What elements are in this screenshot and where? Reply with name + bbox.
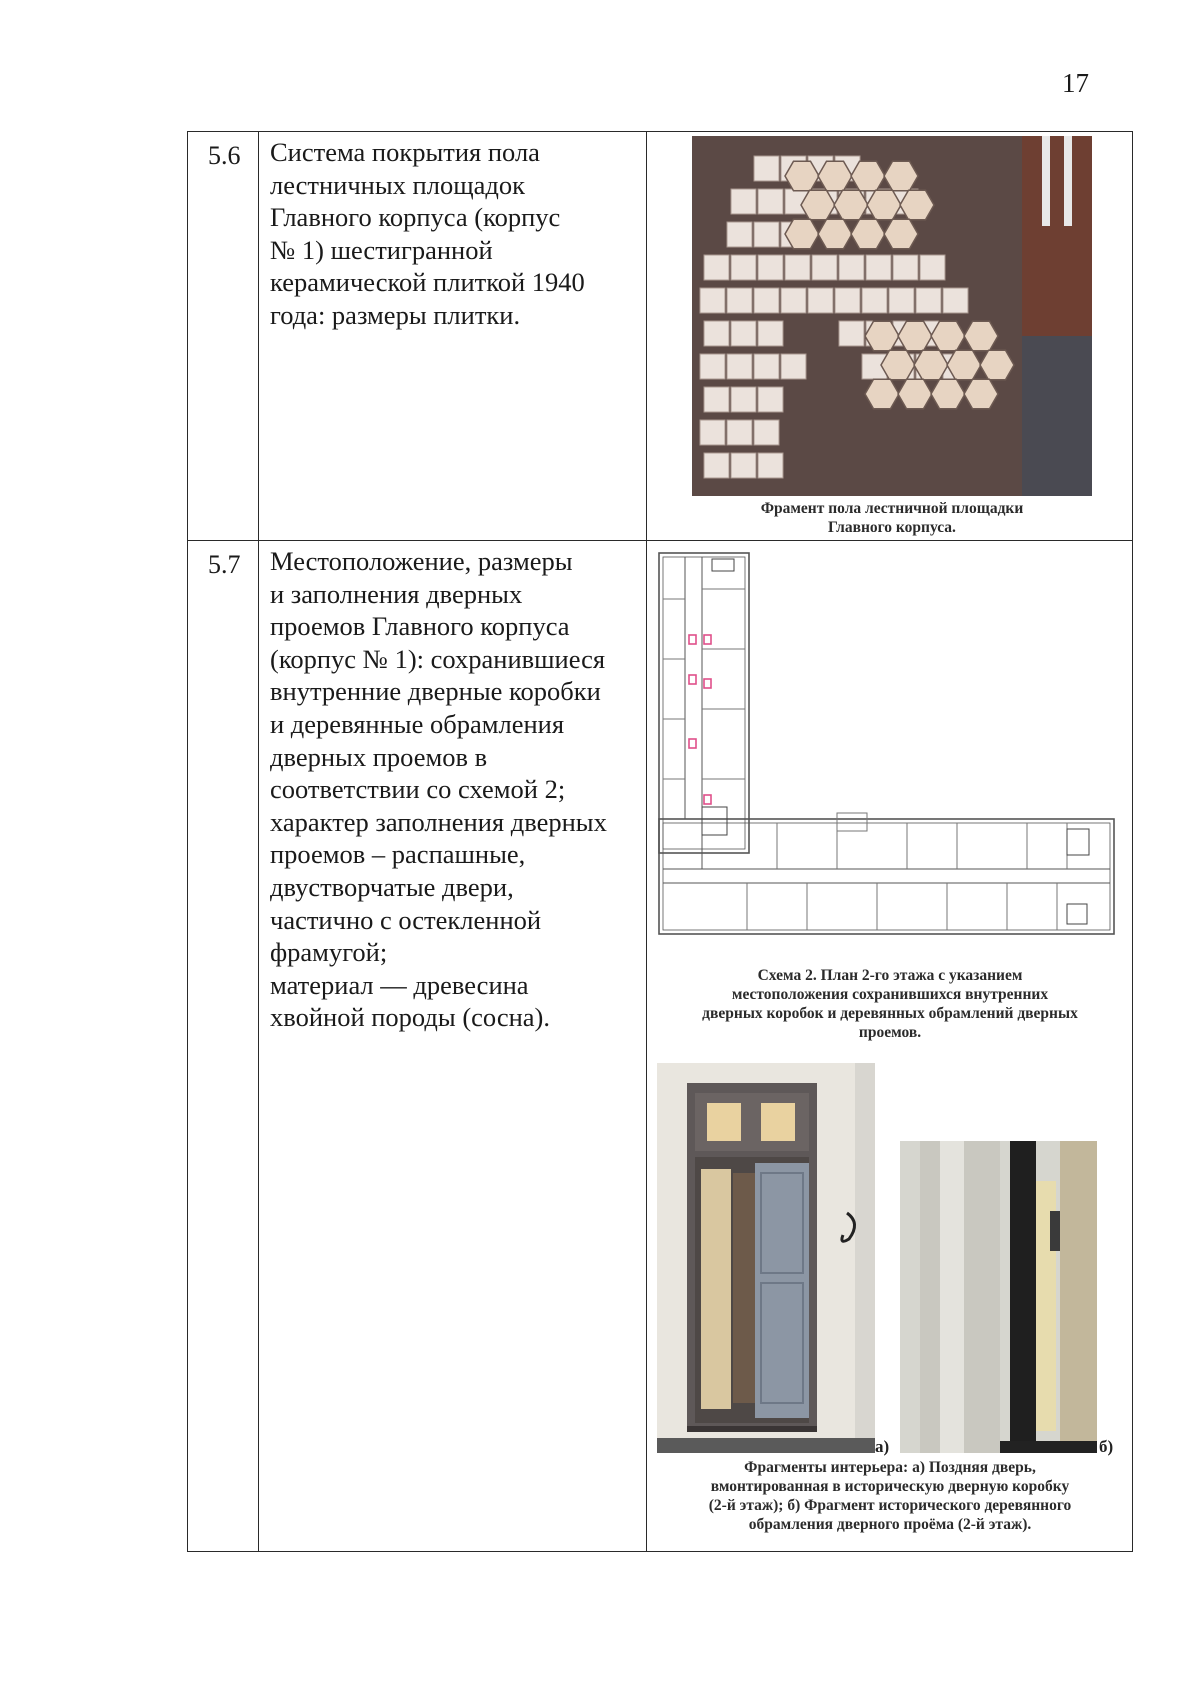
floor-tile: [754, 420, 779, 445]
floor-tile: [781, 354, 806, 379]
hex-tile: [818, 219, 852, 248]
text-line: частично с остекленной: [270, 904, 542, 935]
floor-tile: [916, 288, 941, 313]
hex-tile: [900, 190, 934, 219]
floor-tile: [754, 156, 779, 181]
hex-tile: [834, 190, 868, 219]
hex-tile: [865, 379, 899, 408]
caption-line: вмонтированная в историческую дверную коробку: [710, 1478, 1070, 1495]
floor-tile: [754, 222, 779, 247]
hex-tile: [884, 219, 918, 248]
floor-tile: [727, 354, 752, 379]
floor-tile: [731, 453, 756, 478]
requirements-table: [187, 131, 1133, 1552]
floor-tile: [758, 255, 783, 280]
caption-line: обрамления дверного проёма (2-й этаж).: [748, 1516, 1032, 1533]
caption-line: проемов.: [858, 1024, 922, 1041]
photo-mark-a: а): [875, 1437, 890, 1456]
hex-tile: [851, 219, 885, 248]
tile-floor-illustration: [692, 136, 1092, 496]
floor-tile: [862, 288, 887, 313]
floor-tile: [889, 288, 914, 313]
hex-tile: [931, 379, 965, 408]
floor-tile: [893, 255, 918, 280]
text-line: дверных проемов в: [270, 741, 488, 772]
floor-tile: [808, 288, 833, 313]
floor-tile: [704, 453, 729, 478]
row-number: 5.7: [208, 550, 241, 579]
hex-tile: [881, 350, 915, 379]
floor-tile: [700, 288, 725, 313]
caption-line: Фрагменты интерьера: а) Поздняя дверь,: [744, 1459, 1036, 1476]
floor-tile: [731, 255, 756, 280]
photos-caption: [655, 1458, 1125, 1534]
floor-tile: [704, 321, 729, 346]
image-cell: [647, 541, 1133, 1552]
text-line: фрамугой;: [270, 937, 388, 968]
requirement-text: [259, 541, 646, 1034]
caption-line: Главного корпуса.: [828, 519, 956, 536]
hex-tile: [898, 321, 932, 350]
row-number-cell: [188, 541, 259, 1552]
page-number: 17: [1062, 68, 1089, 98]
floor-tile: [839, 321, 864, 346]
floor-tile: [704, 387, 729, 412]
text-line: внутренние дверные коробки: [270, 676, 601, 707]
door-illustration: [657, 1063, 875, 1453]
floor-tile: [758, 387, 783, 412]
floor-tile: [700, 420, 725, 445]
floor-tile: [754, 354, 779, 379]
floor-tile: [727, 222, 752, 247]
door-photo: [657, 1063, 875, 1453]
floor-tile: [943, 288, 968, 313]
hex-tile: [898, 379, 932, 408]
hex-tile: [851, 161, 885, 190]
floor-tile: [812, 255, 837, 280]
caption-line: Схема 2. План 2-го этажа с указанием: [757, 967, 1023, 984]
text-line: проемов Главного корпуса: [270, 611, 570, 642]
floor-tile: [785, 255, 810, 280]
hex-tile: [947, 350, 981, 379]
tile-photo-caption: [677, 499, 1107, 537]
floor-tile: [835, 288, 860, 313]
hex-tile: [818, 161, 852, 190]
text-line: соответствии со схемой 2;: [270, 774, 566, 805]
text-line: и деревянные обрамления: [270, 708, 565, 739]
frame-photo: [900, 1141, 1097, 1453]
caption-line: дверных коробок и деревянных обрамлений дверных: [702, 1005, 1078, 1022]
caption-line: Фрамент пола лестничной площадки: [760, 500, 1024, 517]
text-line: хвойной породы (сосна).: [270, 1002, 550, 1033]
row-number: 5.6: [208, 141, 241, 170]
photo-mark-b: б): [1099, 1437, 1114, 1456]
table-row: [188, 132, 1133, 541]
text-line: материал — древесина: [270, 969, 529, 1000]
text-line: Система покрытия пола: [270, 137, 540, 167]
caption-line: (2-й этаж); б) Фрагмент исторического деревянного: [708, 1497, 1072, 1514]
text-line: и заполнения дверных: [270, 578, 523, 609]
text-line: № 1) шестигранной: [270, 234, 493, 265]
text-line: керамической плиткой 1940: [270, 267, 585, 298]
table-row: [188, 541, 1133, 1552]
hex-tile: [884, 161, 918, 190]
floor-tile: [758, 453, 783, 478]
floor-plan-caption: [655, 966, 1125, 1042]
requirement-text-cell: [259, 541, 647, 1552]
floor-tile: [727, 420, 752, 445]
text-line: Главного корпуса (корпус: [270, 202, 561, 233]
tile-floor-photo: [692, 136, 1092, 496]
text-line: характер заполнения дверных: [270, 806, 607, 837]
floor-tile: [754, 288, 779, 313]
floor-plan-illustration: [657, 549, 1119, 969]
hex-tile: [785, 161, 819, 190]
floor-tile: [704, 255, 729, 280]
requirement-text-cell: [259, 132, 647, 541]
hex-tile: [980, 350, 1014, 379]
hex-tile: [964, 379, 998, 408]
hex-tile: [867, 190, 901, 219]
image-cell: [647, 132, 1133, 541]
floor-tile: [731, 387, 756, 412]
floor-tile: [781, 288, 806, 313]
caption-line: местоположения сохранившихся внутренних: [731, 986, 1049, 1003]
floor-tile: [700, 354, 725, 379]
requirement-text: [259, 132, 646, 332]
floor-plan-diagram: [657, 549, 1119, 969]
hex-tile: [964, 321, 998, 350]
hex-tile: [914, 350, 948, 379]
text-line: двустворчатые двери,: [270, 871, 514, 902]
text-line: (корпус № 1): сохранившиеся: [270, 643, 606, 674]
text-line: проемов – распашные,: [270, 839, 526, 870]
hex-tile: [865, 321, 899, 350]
floor-tile: [758, 321, 783, 346]
floor-tile: [731, 321, 756, 346]
floor-tile: [758, 189, 783, 214]
hex-tile: [931, 321, 965, 350]
text-line: лестничных площадок: [270, 169, 525, 200]
floor-tile: [727, 288, 752, 313]
floor-tile: [731, 189, 756, 214]
hex-tile: [801, 190, 835, 219]
floor-tile: [920, 255, 945, 280]
hex-tile: [785, 219, 819, 248]
floor-tile: [839, 255, 864, 280]
row-number-cell: [188, 132, 259, 541]
frame-illustration: [900, 1141, 1097, 1453]
text-line: года: размеры плитки.: [270, 299, 521, 330]
text-line: Местоположение, размеры: [270, 546, 573, 576]
floor-tile: [866, 255, 891, 280]
